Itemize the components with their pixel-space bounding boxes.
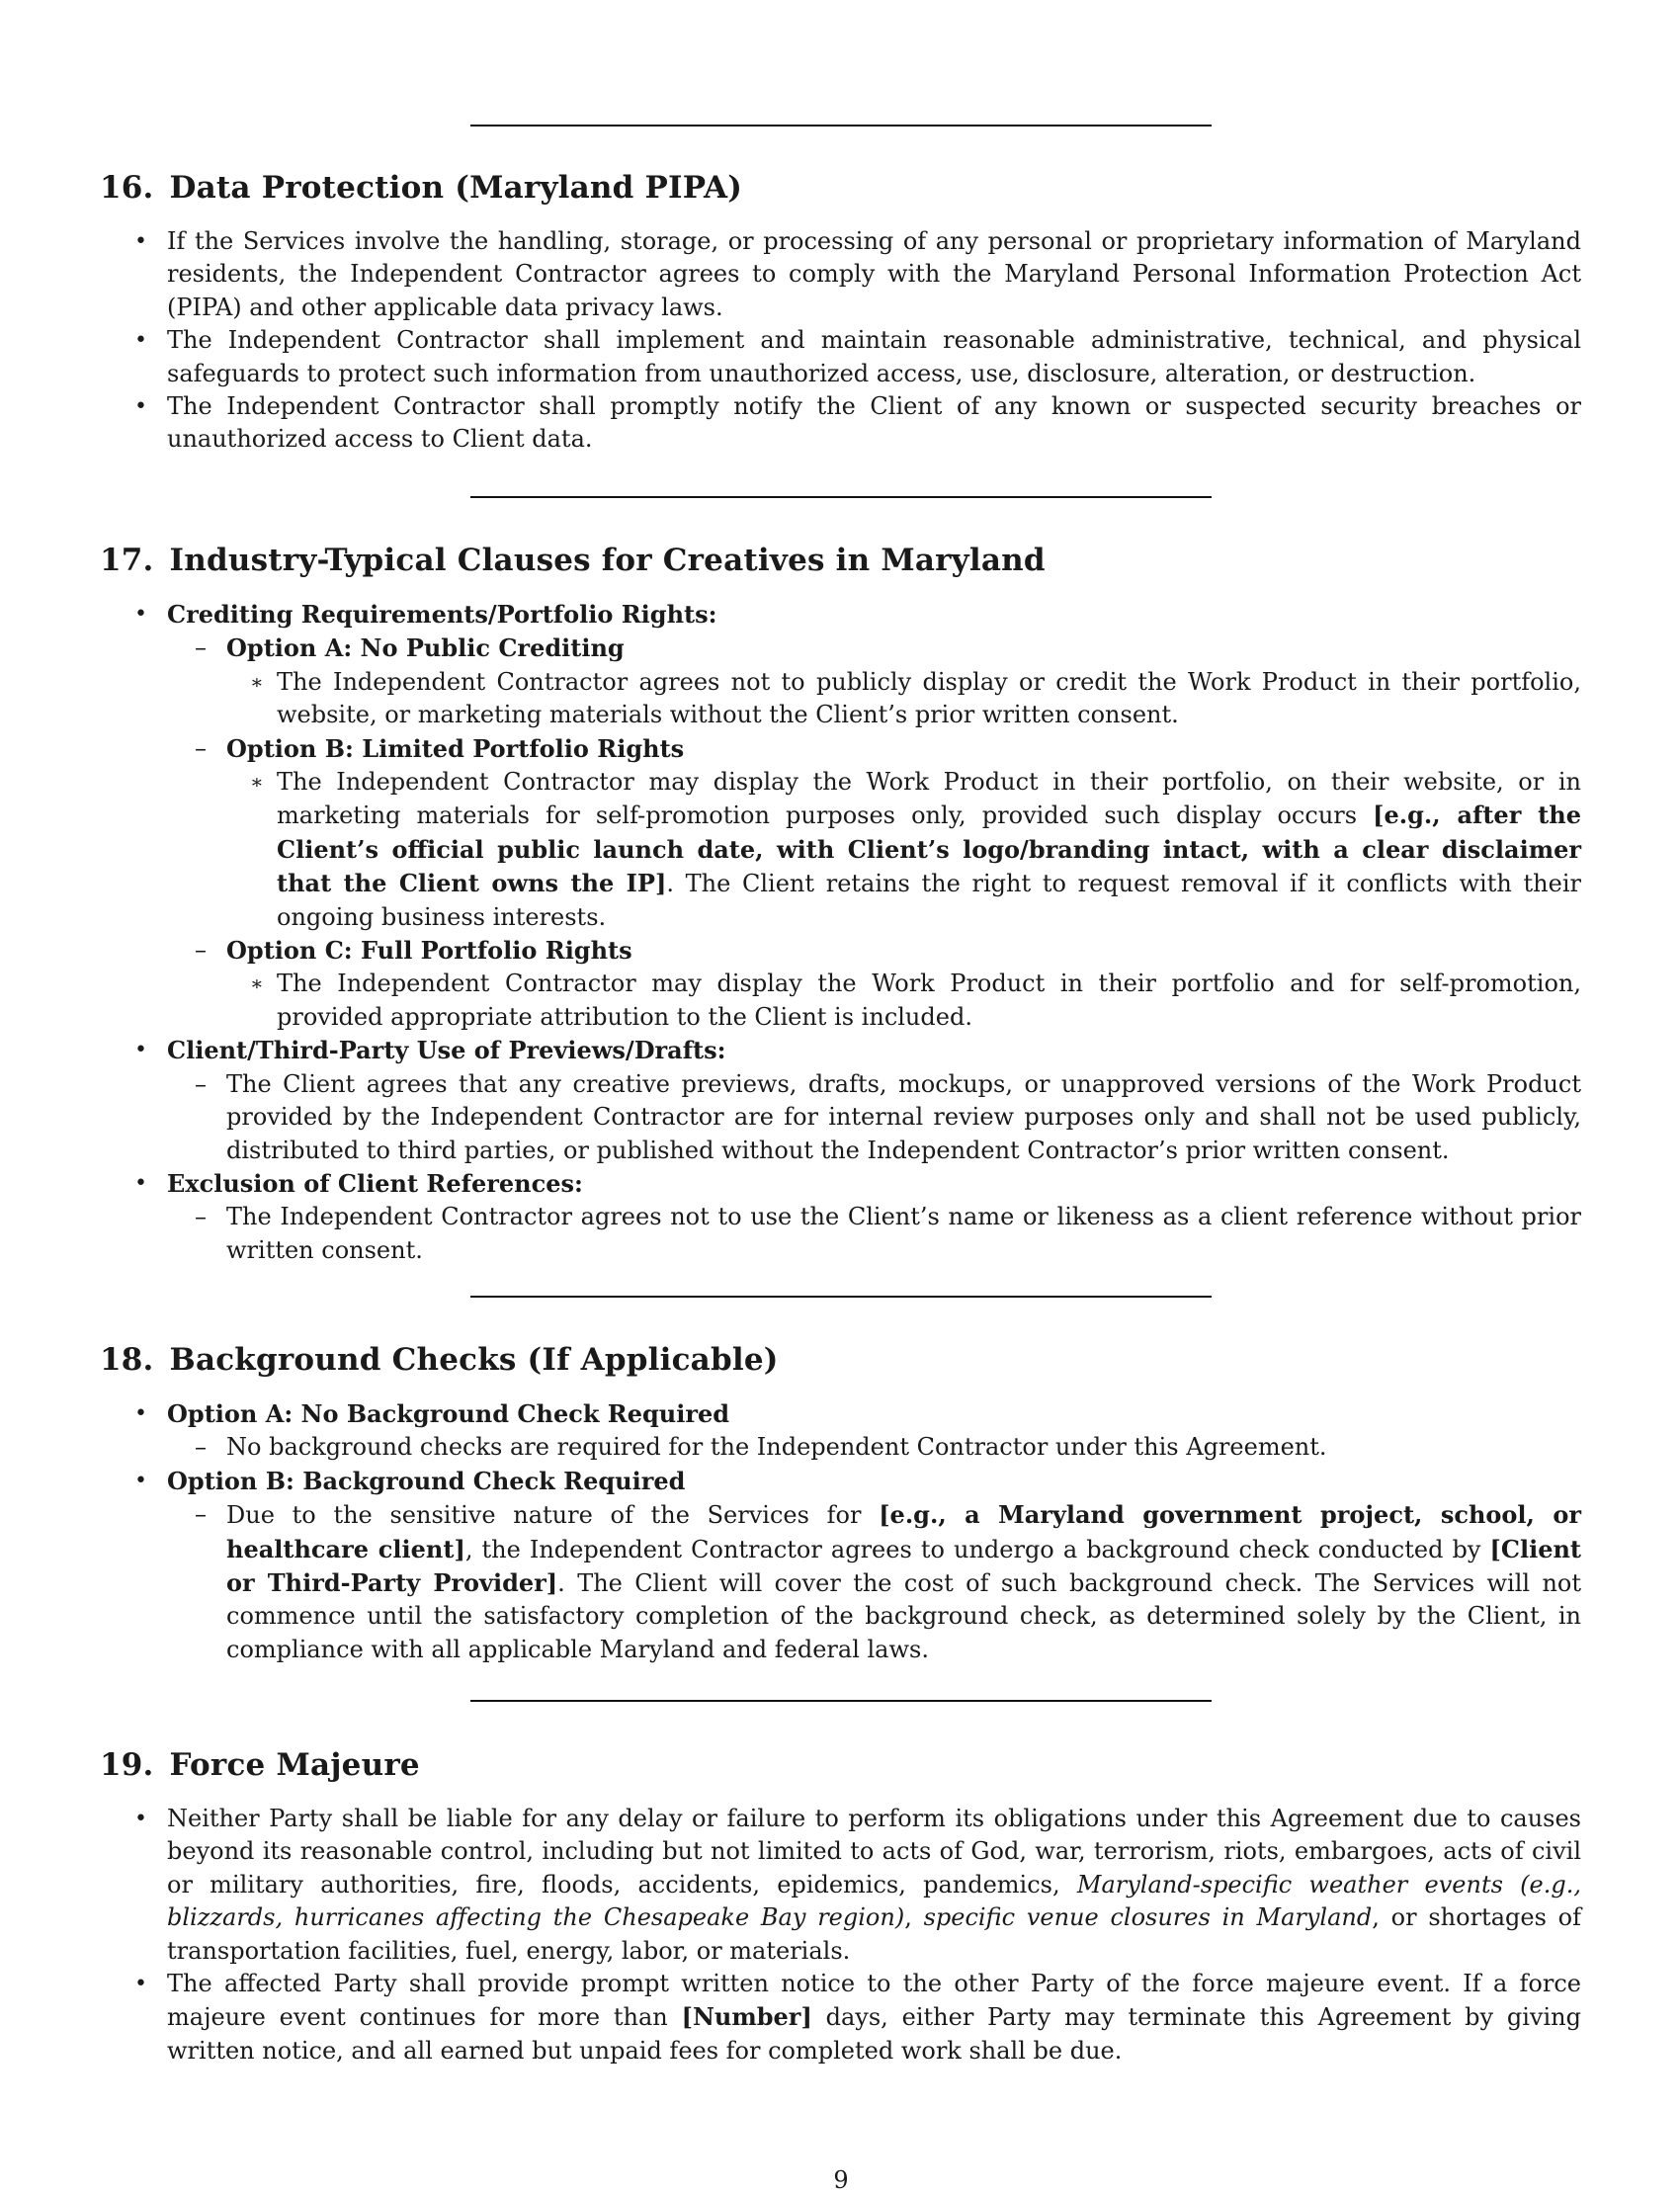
horizontal-rule bbox=[470, 1296, 1212, 1298]
list-item: • Option B: Background Check Required – Due to the sensitive nature of the Services for [e.g., a Maryland government project, school, or healthcare client], the Independent Contractor agrees to undergo a background check conducted by [Client or Third-Party Provider]. The Client will cover the cost of such background check. The Services will not commence until the satisfactory completion of the background check, as determined solely by the Client, in compliance with all applicable Maryland and federal laws. bbox=[100, 1465, 1581, 1666]
sub-list bbox=[167, 632, 1581, 1034]
sub-list-item: – Option C: Full Portfolio Rights ∗ The Independent Contractor may display the Work Product in their portfolio and for self-promotion, provided appropriate attribution to the Client is included. bbox=[167, 934, 1581, 1034]
page-number: 9 bbox=[833, 2166, 849, 2194]
section-heading: 19. Force Majeure bbox=[100, 1747, 420, 1783]
section-heading: 17. Industry-Typical Clauses for Creatives in Maryland bbox=[100, 543, 1046, 578]
section-16 bbox=[100, 168, 1582, 457]
section-heading: 18. Background Checks (If Applicable) bbox=[100, 1342, 779, 1378]
list-item: • Crediting Requirements/Portfolio Rights: – Option A: No Public Crediting ∗ The Independent Contractor agrees not to publicly display or credit the Work Product in their portfolio, website, or marketing materials without the Client’s prior written consent. – Option B: Limited Portfolio Rights ∗ The Independent Contractor may display the Work Product in their portfolio, on their website, or in marketing materials for self-promotion purposes only, provided such display occurs [e.g., after the Client’s official public launch date, with Client’s logo/branding intact, with a clear disclaimer that the Client owns the IP]. The Client retains the right to request removal if it conflicts with their ongoing business interests. – Option C: Full Portfolio Rights ∗ The Independent Contractor may display the Work Product in their portfolio and for self-promotion, provided appropriate attribution to the Client is included. bbox=[100, 598, 1581, 1034]
list-item: • If the Services involve the handling, storage, or processing of any personal or proprietary information of Maryland residents, the Independent Contractor agrees to comply with the Maryland Personal Information Protection Act (PIPA) and other applicable data privacy laws. bbox=[100, 225, 1581, 324]
list-item: • Client/Third-Party Use of Previews/Drafts: – The Client agrees that any creative previews, drafts, mockups, or unapproved versions of the Work Product provided by the Independent Contractor are for internal review purposes only and shall not be used publicly, distributed to third parties, or published without the Independent Contractor’s prior written consent. bbox=[100, 1034, 1581, 1167]
bullet-list bbox=[100, 598, 1582, 1267]
section-19 bbox=[100, 1745, 1582, 2067]
document-page bbox=[100, 0, 1582, 2194]
sub-list-item: – Option B: Limited Portfolio Rights ∗ The Independent Contractor may display the Work Product in their portfolio, on their website, or in marketing materials for self-promotion purposes only, provided such display occurs [e.g., after the Client’s official public launch date, with Client’s logo/branding intact, with a clear disclaimer that the Client owns the IP]. The Client retains the right to request removal if it conflicts with their ongoing business interests. bbox=[167, 732, 1581, 934]
bullet-list bbox=[100, 1397, 1582, 1666]
horizontal-rule bbox=[470, 496, 1212, 498]
sub-list-item: – Due to the sensitive nature of the Services for [e.g., a Maryland government project, school, or healthcare client], the Independent Contractor agrees to undergo a background check conducted by [Client or Third-Party Provider]. The Client will cover the cost of such background check. The Services will not commence until the satisfactory completion of the background check, as determined solely by the Client, in compliance with all applicable Maryland and federal laws. bbox=[167, 1498, 1581, 1666]
list-item: • The affected Party shall provide prompt written notice to the other Party of the force majeure event. If a force majeure event continues for more than [Number] days, either Party may terminate this Agreement by giving written notice, and all earned but unpaid fees for completed work shall be due. bbox=[100, 1968, 1581, 2067]
sub-sub-list-item: ∗ The Independent Contractor may display the Work Product in their portfolio, on their website, or in marketing materials for self-promotion purposes only, provided such display occurs [e.g., after the Client’s official public launch date, with Client’s logo/branding intact, with a clear disclaimer that the Client owns the IP]. The Client retains the right to request removal if it conflicts with their ongoing business interests. bbox=[226, 766, 1581, 934]
sub-sub-list-item: ∗ The Independent Contractor may display the Work Product in their portfolio and for self-promotion, provided appropriate attribution to the Client is included. bbox=[226, 968, 1581, 1034]
section-18 bbox=[100, 1340, 1582, 1666]
list-item: • Neither Party shall be liable for any delay or failure to perform its obligations under this Agreement due to causes beyond its reasonable control, including but not limited to acts of God, war, terrorism, riots, embargoes, acts of civil or military authorities, fire, floods, accidents, epidemics, pandemics, Maryland-specific weather events (e.g., blizzards, hurricanes affecting the Chesapeake Bay region), specific venue closures in Maryland, or shortages of transportation facilities, fuel, energy, labor, or materials. bbox=[100, 1803, 1581, 1968]
horizontal-rule bbox=[470, 125, 1212, 127]
bullet-list bbox=[100, 1803, 1582, 2067]
section-17 bbox=[100, 541, 1582, 1267]
sub-sub-list-item: ∗ The Independent Contractor agrees not to publicly display or credit the Work Product in their portfolio, website, or marketing materials without the Client’s prior written consent. bbox=[226, 666, 1581, 732]
bullet-list bbox=[100, 225, 1582, 457]
sub-list-item: – No background checks are required for the Independent Contractor under this Agreement. bbox=[167, 1431, 1581, 1464]
list-item: • Option A: No Background Check Required – No background checks are required for the Independent Contractor under this Agreement. bbox=[100, 1397, 1581, 1465]
sub-list-item: – Option A: No Public Crediting ∗ The Independent Contractor agrees not to publicly display or credit the Work Product in their portfolio, website, or marketing materials without the Client’s prior written consent. bbox=[167, 632, 1581, 731]
sub-list-item: – The Independent Contractor agrees not to use the Client’s name or likeness as a client reference without prior written consent. bbox=[167, 1201, 1581, 1267]
list-item: • Exclusion of Client References: – The Independent Contractor agrees not to use the Client’s name or likeness as a client reference without prior written consent. bbox=[100, 1167, 1581, 1267]
section-heading: 16. Data Protection (Maryland PIPA) bbox=[100, 170, 743, 206]
horizontal-rule bbox=[470, 1700, 1212, 1702]
list-item: • The Independent Contractor shall implement and maintain reasonable administrative, technical, and physical safeguards to protect such information from unauthorized access, use, disclosure, alteration, or destruction. bbox=[100, 324, 1581, 390]
list-item: • The Independent Contractor shall promptly notify the Client of any known or suspected security breaches or unauthorized access to Client data. bbox=[100, 390, 1581, 457]
sub-list-item: – The Client agrees that any creative previews, drafts, mockups, or unapproved versions of the Work Product provided by the Independent Contractor are for internal review purposes only and shall not be used publicly, distributed to third parties, or published without the Independent Contractor’s prior written consent. bbox=[167, 1068, 1581, 1167]
